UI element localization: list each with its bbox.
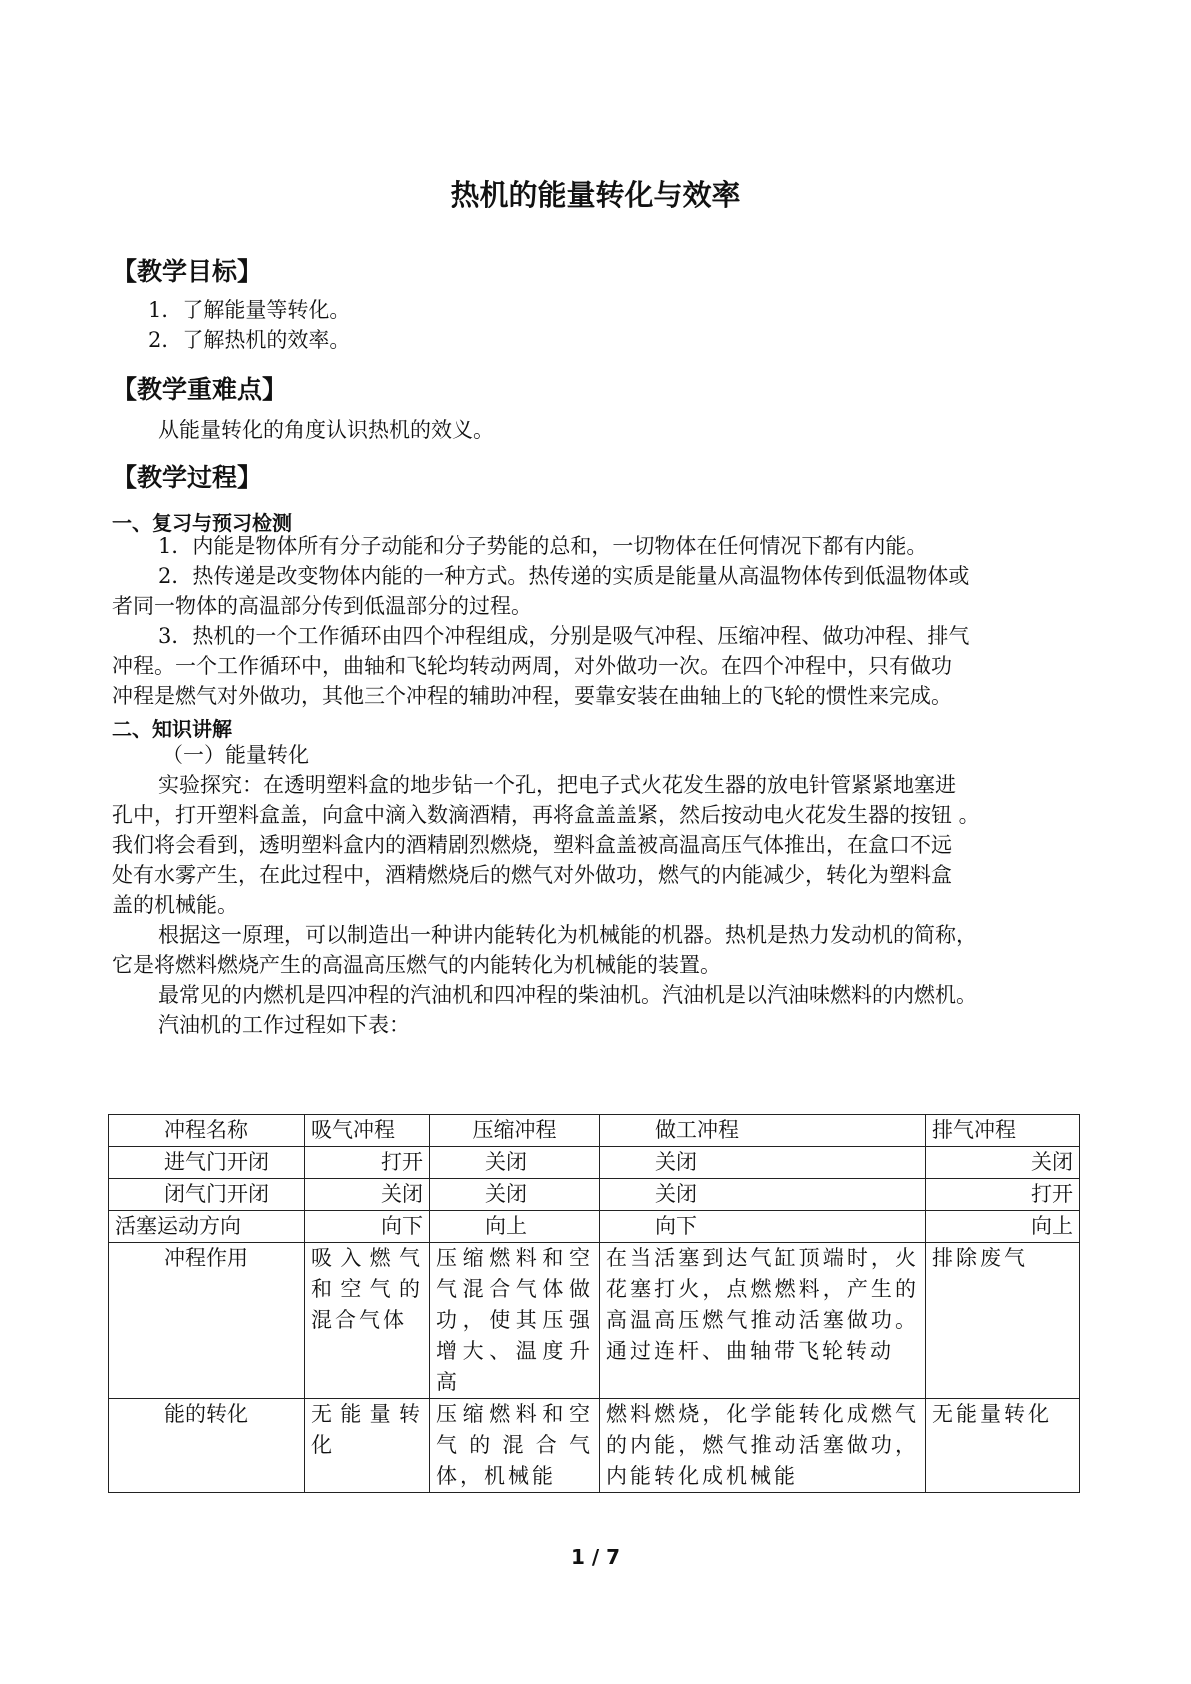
table-row: [109, 1179, 1080, 1211]
part2-line: 它是将燃料燃烧产生的高温高压燃气的内能转化为机械能的装置。: [112, 953, 721, 977]
part2-heading: 二、知识讲解: [112, 717, 232, 741]
table-header-cell: 冲程名称: [109, 1115, 305, 1147]
table-cell: 燃料燃烧，化学能转化成燃气的内能，燃气推动活塞做功，内能转化成机械能: [600, 1399, 926, 1493]
table-cell: 压缩燃料和空气的混合气体，机械能: [430, 1399, 600, 1493]
table-cell: 无能量转化: [926, 1399, 1080, 1493]
table-cell: 向上: [430, 1211, 600, 1243]
table-cell: 进气门开闭: [109, 1147, 305, 1179]
key-points-text: 从能量转化的角度认识热机的效义。: [158, 418, 494, 442]
part1-line: 3．热机的一个工作循环由四个冲程组成，分别是吸气冲程、压缩冲程、做功冲程、排气: [158, 624, 970, 648]
part2-line: 盖的机械能。: [112, 893, 238, 917]
table-header-cell: 排气冲程: [926, 1115, 1080, 1147]
part1-line: 冲程是燃气对外做功，其他三个冲程的辅助冲程，要靠安装在曲轴上的飞轮的惯性来完成。: [112, 684, 952, 708]
table-cell: 吸入燃气和空气的混合气体: [305, 1243, 430, 1399]
gasoline-engine-table: [108, 1114, 1080, 1493]
section-goals: 【教学目标】: [112, 257, 263, 286]
page-number: 1 / 7: [570, 1545, 621, 1569]
section-key-points: 【教学重难点】: [112, 375, 288, 404]
table-cell: 向下: [600, 1211, 926, 1243]
table-cell: 无能量转化: [305, 1399, 430, 1493]
part2-line: 处有水雾产生，在此过程中，酒精燃烧后的燃气对外做功，燃气的内能减少，转化为塑料盒: [112, 863, 952, 887]
table-row: [109, 1211, 1080, 1243]
part1-line: 2．热传递是改变物体内能的一种方式。热传递的实质是能量从高温物体传到低温物体或: [158, 564, 970, 588]
table-cell: 关闭: [600, 1147, 926, 1179]
table-row: [109, 1243, 1080, 1399]
table-cell: 关闭: [430, 1147, 600, 1179]
goal-2: 2．了解热机的效率。: [148, 328, 351, 352]
part2-line: 根据这一原理，可以制造出一种讲内能转化为机械能的机器。热机是热力发动机的简称，: [158, 923, 977, 947]
table-header-cell: 压缩冲程: [430, 1115, 600, 1147]
table-cell: 向上: [926, 1211, 1080, 1243]
part2-line: 最常见的内燃机是四冲程的汽油机和四冲程的柴油机。汽油机是以汽油味燃料的内燃机。: [158, 983, 977, 1007]
table-cell: 冲程作用: [109, 1243, 305, 1399]
part1-line: 者同一物体的高温部分传到低温部分的过程。: [112, 594, 532, 618]
table-cell: 向下: [305, 1211, 430, 1243]
table-cell: 能的转化: [109, 1399, 305, 1493]
table-cell: 压缩燃料和空气混合气体做功，使其压强增大、温度升高: [430, 1243, 600, 1399]
table-cell: 在当活塞到达气缸顶端时，火花塞打火，点燃燃料，产生的高温高压燃气推动活塞做功。通过连杆、曲轴带飞轮转动: [600, 1243, 926, 1399]
part2-line: 实验探究：在透明塑料盒的地步钻一个孔，把电子式火花发生器的放电针管紧紧地塞进: [158, 773, 956, 797]
table-cell: 闭气门开闭: [109, 1179, 305, 1211]
table-row: [109, 1147, 1080, 1179]
part1-line: 冲程。一个工作循环中，曲轴和飞轮均转动两周，对外做功一次。在四个冲程中，只有做功: [112, 654, 952, 678]
table-cell: 排除废气: [926, 1243, 1080, 1399]
part1-heading: 一、复习与预习检测: [112, 511, 292, 535]
part2-line: 汽油机的工作过程如下表：: [158, 1013, 410, 1037]
goal-1: 1．了解能量等转化。: [148, 298, 351, 322]
part2-subheading: （一）能量转化: [162, 743, 309, 767]
table-header-row: [109, 1115, 1080, 1147]
section-process: 【教学过程】: [112, 463, 263, 492]
page-title: 热机的能量转化与效率: [450, 178, 741, 212]
part2-line: 孔中，打开塑料盒盖，向盒中滴入数滴酒精，再将盒盖盖紧，然后按动电火花发生器的按钮 。: [112, 803, 980, 827]
table-cell: 活塞运动方向: [109, 1211, 305, 1243]
part2-line: 我们将会看到，透明塑料盒内的酒精剧烈燃烧，塑料盒盖被高温高压气体推出，在盒口不远: [112, 833, 952, 857]
table-cell: 打开: [926, 1179, 1080, 1211]
table-cell: 关闭: [600, 1179, 926, 1211]
table-header-cell: 做工冲程: [600, 1115, 926, 1147]
table-header-cell: 吸气冲程: [305, 1115, 430, 1147]
part1-line: 1．内能是物体所有分子动能和分子势能的总和，一切物体在任何情况下都有内能。: [158, 534, 928, 558]
table-cell: 关闭: [926, 1147, 1080, 1179]
table-cell: 打开: [305, 1147, 430, 1179]
table-row: [109, 1399, 1080, 1493]
table-cell: 关闭: [305, 1179, 430, 1211]
table-cell: 关闭: [430, 1179, 600, 1211]
